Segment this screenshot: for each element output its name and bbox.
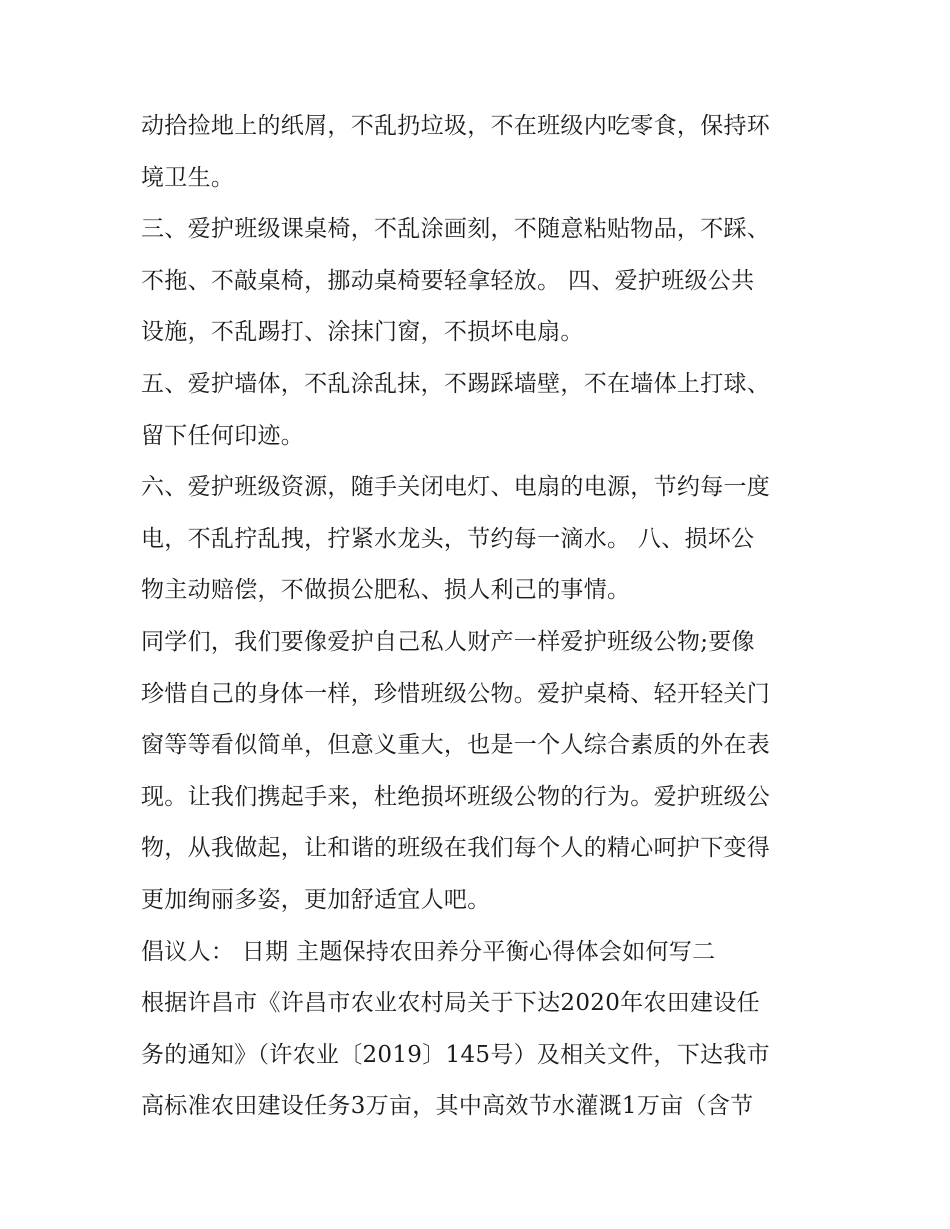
text-line: 务的通知》（许农业〔2019〕145号）及相关文件，下达我市	[141, 1041, 770, 1068]
document-body	[141, 101, 821, 1133]
text-line: 六、爱护班级资源，随手关闭电灯、电扇的电源，节约每一度	[141, 474, 771, 501]
text-line: 同学们，我们要像爱护自己私人财产一样爱护班级公物;要像	[141, 628, 755, 655]
text-line: 电，不乱拧乱拽，拧紧水龙头，节约每一滴水。 八、损坏公	[141, 525, 755, 552]
text-line: 不拖、不敲桌椅，挪动桌椅要轻拿轻放。 四、爱护班级公共	[141, 267, 755, 294]
text-line: 窗等等看似简单，但意义重大，也是一个人综合素质的外在表	[141, 732, 771, 759]
text-line: 高标准农田建设任务3万亩，其中高效节水灌溉1万亩（含节	[141, 1093, 754, 1120]
text-line: 现。让我们携起手来，杜绝损坏班级公物的行为。爱护班级公	[141, 783, 771, 810]
text-line: 更加绚丽多姿，更加舒适宜人吧。	[141, 886, 491, 913]
text-line: 设施，不乱踢打、涂抹门窗，不损坏电扇。	[141, 319, 584, 346]
text-line: 境卫生。	[141, 164, 235, 191]
text-line: 留下任何印迹。	[141, 422, 305, 449]
text-line: 珍惜自己的身体一样，珍惜班级公物。爱护桌椅、轻开轻关门	[141, 680, 771, 707]
text-line: 倡议人： 日期 主题保持农田养分平衡心得体会如何写二	[141, 938, 716, 965]
text-line: 物主动赔偿，不做损公肥私、损人利己的事情。	[141, 577, 631, 604]
text-line: 动拾捡地上的纸屑，不乱扔垃圾，不在班级内吃零食，保持环	[141, 113, 771, 139]
text-line: 三、爱护班级课桌椅，不乱涂画刻，不随意粘贴物品，不踩、	[141, 216, 771, 243]
text-line: 五、爱护墙体，不乱涂乱抹，不踢踩墙壁，不在墙体上打球、	[141, 370, 771, 397]
text-line: 物，从我做起，让和谐的班级在我们每个人的精心呵护下变得	[141, 835, 771, 862]
text-line: 根据许昌市《许昌市农业农村局关于下达2020年农田建设任	[141, 990, 760, 1017]
